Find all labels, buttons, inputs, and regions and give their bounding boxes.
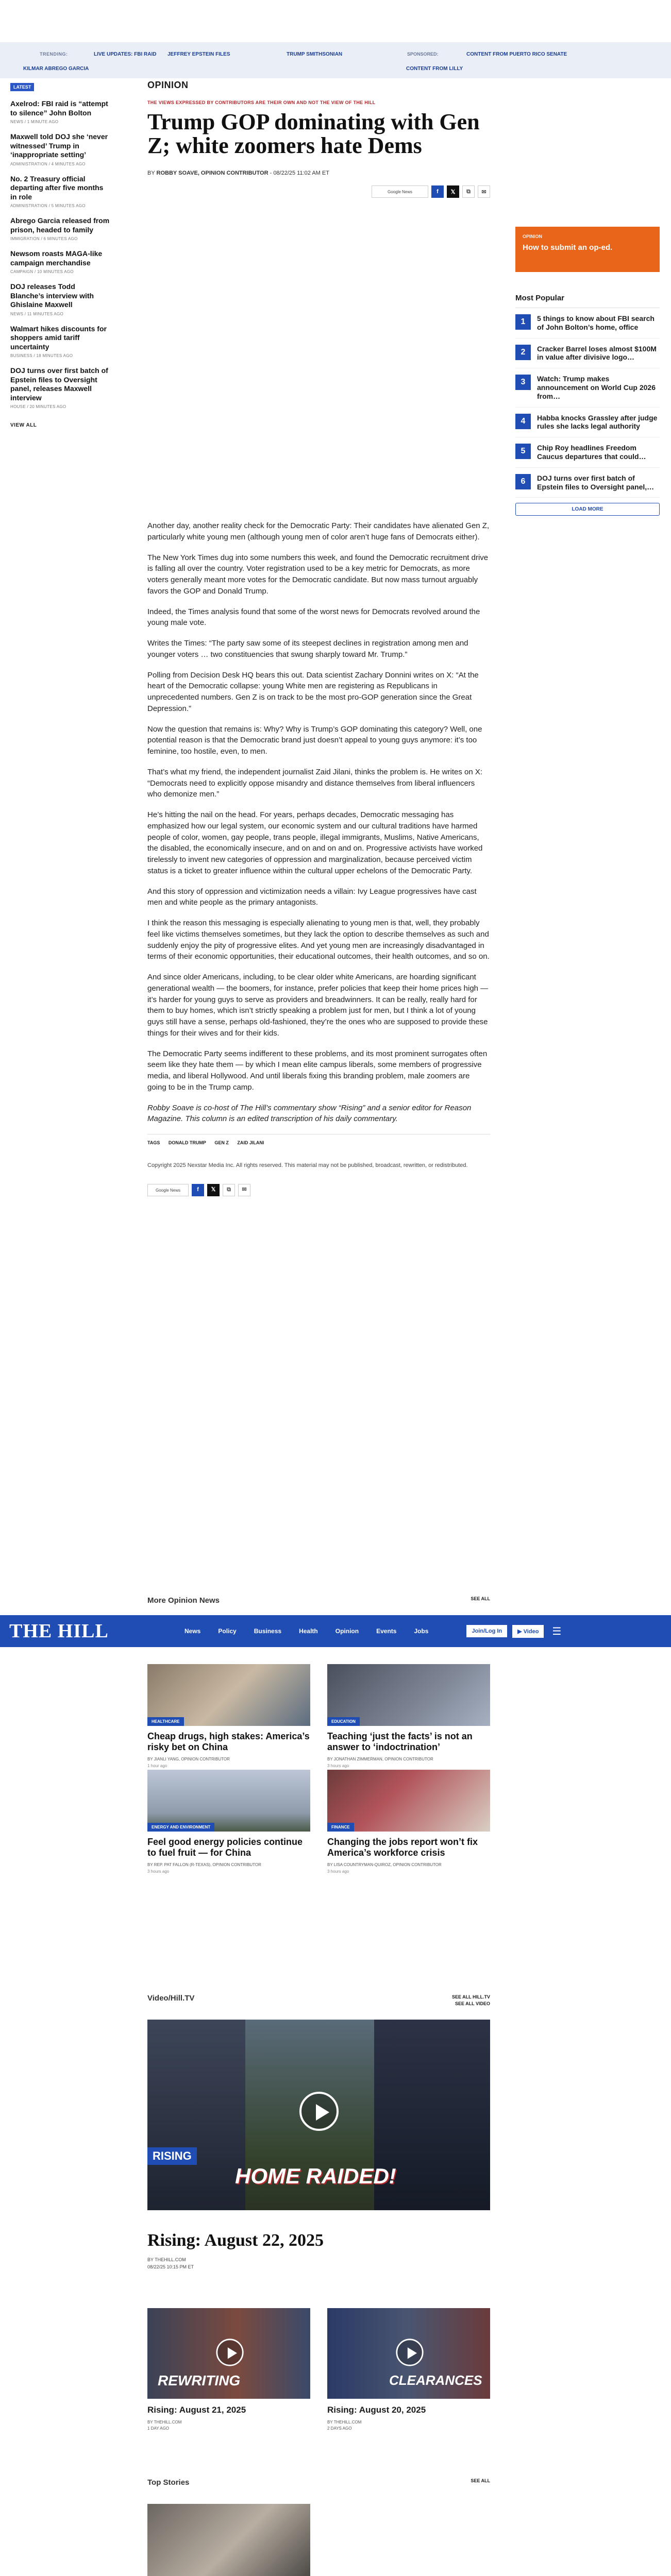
see-all-link[interactable]: SEE ALL [471,1596,490,1601]
latest-item-title[interactable]: No. 2 Treasury official departing after five months in role [10,174,104,201]
video-thumb[interactable] [327,2308,490,2399]
featured-video-byline: BY THEHILL.COM [147,2257,186,2262]
latest-item-meta: NEWS / 1 MINUTE AGO [10,120,59,124]
nav-item[interactable]: Jobs [414,1628,429,1635]
nav-item[interactable]: News [184,1628,201,1635]
opinion-card[interactable] [147,1664,310,1768]
most-popular-link[interactable]: Watch: Trump makes announcement on World Cup 2026 from… [537,375,656,400]
article-paragraph: Polling from Decision Desk HQ bears this out. Data scientist Zachary Donnini writes on X: “At the heart of the Democratic collapse: young White men are registering as Republicans in unprecedented numbers. Gen Z is on track to be the most pro-GOP generation since the Great Depression.” [147,670,479,713]
video-card[interactable] [327,2308,490,2432]
most-popular-link[interactable]: Habba knocks Grassley after judge rules she lacks legal authority [537,413,658,431]
latest-item-title[interactable]: Maxwell told DOJ she ‘never witnessed’ Trump in ‘inappropriate setting’ [10,132,108,159]
tag-link[interactable]: ZAID JILANI [237,1140,264,1145]
most-popular-link[interactable]: DOJ turns over first batch of Epstein files to Oversight panel,… [537,473,655,491]
latest-item-meta: CAMPAIGN / 10 MINUTES AGO [10,269,74,274]
publish-date: 08/22/25 11:02 AM ET [273,170,329,177]
trending-label: TRENDING: [40,52,68,57]
trending-bar [0,42,671,78]
sponsored-label: SPONSORED: [407,52,439,57]
more-opinion-header [147,1596,490,1605]
play-icon[interactable] [299,2092,339,2131]
latest-item-meta: IMMIGRATION / 6 MINUTES AGO [10,236,78,241]
see-all-links [452,1994,490,2007]
card-image[interactable] [147,1664,310,1726]
rank-number: 3 [515,375,531,390]
card-category[interactable]: HEALTHCARE [147,1717,184,1726]
opinion-card[interactable] [327,1664,490,1768]
play-icon[interactable] [396,2338,423,2366]
tag-link[interactable]: DONALD TRUMP [168,1140,206,1145]
top-story-card[interactable] [147,2504,310,2576]
latest-item[interactable] [10,325,111,359]
latest-item-title[interactable]: DOJ turns over first batch of Epstein files to Oversight panel, releases Maxwell interview [10,366,108,402]
most-popular-link[interactable]: Cracker Barrel loses almost $100M in value after divisive logo… [537,344,657,362]
google-news-label: Google News [155,1188,181,1193]
share-bar [372,185,490,198]
article-paragraph: I think the reason this messaging is especially alienating to young men is that, well, they probably feel like victims themselves sometimes, but they lack the option to describe themselves as such and suddenly enjoy the pity of progressive elites. And yet young men are increasingly disadvantaged in terms of their economic opportunities, their educational outcomes, their health outcomes, and so on. [147,919,490,961]
most-popular-item[interactable] [515,368,660,407]
video-thumb-banner: CLEARANCES [389,2372,482,2388]
top-stories-title: Top Stories [147,2478,190,2487]
most-popular-link[interactable]: 5 things to know about FBI search of John Bolton’s home, office [537,314,655,331]
google-news-label: Google News [387,189,413,194]
latest-item-meta: ADMINISTRATION / 5 MINUTES AGO [10,204,86,208]
link-icon[interactable]: ⧉ [462,185,475,198]
latest-item-title[interactable]: DOJ releases Todd Blanche’s interview with Ghislaine Maxwell [10,282,94,309]
rank-number: 4 [515,414,531,429]
featured-video-meta [147,2257,194,2270]
share-bar-bottom [147,1184,490,1196]
x-icon[interactable]: 𝕏 [447,185,459,198]
card-category[interactable]: FINANCE [327,1823,354,1832]
article-paragraph: The New York Times dug into some numbers this week, and found the Democratic recruitment drive is falling all over the country. Voter registration used to be a key metric for Democrats, as more voters generally meant more votes for the Democratic candidate. But now mass turnout arguably favors the GOP and Donald Trump. [147,553,489,596]
trending-item[interactable]: LIVE UPDATES: FBI RAID [94,52,157,57]
rank-number: 1 [515,314,531,330]
article-paragraph: And this story of oppression and victimization needs a villain: Ivy League progressives have cast men and white people as the primary antagonists. [147,887,477,907]
card-title[interactable]: Teaching ‘just the facts’ is not an answer to ‘indoctrination’ [327,1731,473,1752]
card-byline: BY REP. PAT FALLON (R-TEXAS), OPINION CONTRIBUTOR [147,1862,261,1868]
see-all-video-link[interactable]: SEE ALL VIDEO [455,2001,490,2006]
article-headline: Trump GOP dominating with Gen Z; white zoomers hate Dems [147,109,480,159]
card-category[interactable]: EDUCATION [327,1717,360,1726]
op-ed-promo[interactable] [515,227,660,272]
video-card-title[interactable]: Rising: August 20, 2025 [327,2405,426,2415]
main-navbar [0,1615,671,1647]
article-paragraph: That’s what my friend, the independent journalist Zaid Jilani, thinks the problem is. He writes on X: “Democrats need to explicitly oppose misandry and distance themselves from liberal influencers who demonize men.” [147,767,483,799]
email-icon[interactable]: ✉ [238,1184,250,1196]
card-title[interactable]: Cheap drugs, high stakes: America’s risky bet on China [147,1731,310,1752]
video-card-byline: BY THEHILL.COM [327,2420,362,2425]
article-paragraph: He’s hitting the nail on the head. For years, perhaps decades, Democratic messaging has emphasized how our legal system, our economic system and our cultural traditions have harmed people of color, women, gay people, trans people, illegal immigrants, Muslims, Native Americans, the disabled, the economically insecure, and on and on and on. Progressive activists have worked tirelessly to invent new categories of oppression and marginalization, because perceived victim status is a ticket to greater influence within the cultural upper echelons of the Democratic Party. [147,810,483,875]
sponsored-item[interactable]: CONTENT FROM PUERTO RICO SENATE [466,52,567,57]
latest-item[interactable] [10,99,111,124]
author-link[interactable]: ROBBY SOAVE, OPINION CONTRIBUTOR [156,170,269,177]
most-popular-title: Most Popular [515,294,660,308]
video-section-header [147,1994,490,2006]
tags-label: TAGS [147,1140,160,1145]
video-card-title[interactable]: Rising: August 21, 2025 [147,2405,246,2415]
byline: BY ROBBY SOAVE, OPINION CONTRIBUTOR - 08/22/25 11:02 AM ET [147,170,329,177]
opinion-card[interactable] [147,1770,310,1874]
trending-item[interactable]: KILMAR ABREGO GARCIA [23,66,89,72]
nav-item[interactable]: Health [299,1628,318,1635]
video-button-label: Video [523,1628,539,1635]
latest-item[interactable] [10,249,111,274]
card-time: 1 hour ago [147,1763,167,1768]
latest-item-title[interactable]: Axelrod: FBI raid is “attempt to silence” John Bolton [10,99,108,117]
video-thumb[interactable] [147,2308,310,2399]
card-byline: BY LISA COUNTRYMAN-QUIROZ, OPINION CONTRIBUTOR [327,1862,442,1868]
most-popular-item[interactable] [515,338,660,369]
article-paragraph: The Democratic Party seems indifferent to these problems, and its most prominent surrogates often seem like they hate them — by which I mean elite campus liberals, some members of progressive media, and liberal Hollywood. And until liberals fixing this branding problem, male zoomers are going to be in the Trump camp. [147,1049,488,1092]
trending-item[interactable]: TRUMP SMITHSONIAN [287,52,343,57]
promo-text[interactable]: How to submit an op-ed. [523,243,613,252]
rank-number: 5 [515,444,531,459]
card-byline: BY JIANLI YANG, OPINION CONTRIBUTOR [147,1757,230,1762]
featured-video-date: 08/22/25 10:15 PM ET [147,2264,194,2269]
article-paragraph: Writes the Times: “The party saw some of its steepest declines in registration among men and younger voters … two constituencies that swung sharply toward Mr. Trump.” [147,639,468,659]
latest-item[interactable] [10,282,111,316]
opinion-card[interactable] [327,1770,490,1874]
nav-item[interactable]: Events [376,1628,397,1635]
most-popular-item[interactable] [515,308,660,338]
video-banner: HOME RAIDED! [235,2164,396,2188]
see-all-link[interactable]: SEE ALL [471,2478,490,2483]
google-news-button[interactable] [372,185,428,198]
card-image[interactable] [327,1770,490,1832]
trending-item[interactable]: JEFFREY EPSTEIN FILES [167,52,230,57]
latest-item-title[interactable]: Abrego Garcia released from prison, headed to family [10,216,110,234]
video-card-time: 2 DAYS AGO [327,2426,352,2431]
nav-item[interactable]: Business [254,1628,282,1635]
article-paragraph: Another day, another reality check for the Democratic Party: Their candidates have alienated Gen Z, particularly white young men (although young men of color aren’t huge fans of Democrats either). [147,521,490,541]
most-popular-link[interactable]: Chip Roy headlines Freedom Caucus departures that could… [537,444,646,461]
byline-prefix: BY [147,170,155,177]
article-body [147,520,490,1196]
latest-item-title[interactable]: Walmart hikes discounts for shoppers amid tariff uncertainty [10,324,107,351]
card-time: 3 hours ago [327,1869,349,1874]
load-more-button[interactable]: LOAD MORE [515,503,660,516]
video-card-byline: BY THEHILL.COM [147,2420,182,2425]
latest-item-meta: BUSINESS / 18 MINUTES AGO [10,353,73,358]
featured-video[interactable] [147,2020,490,2210]
google-news-button[interactable] [147,1184,189,1196]
article-paragraph: Indeed, the Times analysis found that some of the worst news for Democrats revolved around the young male vote. [147,607,480,628]
promo-tag: OPINION [523,234,543,239]
nav-item[interactable]: Opinion [335,1628,359,1635]
most-popular-item[interactable] [515,468,660,498]
rank-number: 2 [515,345,531,360]
article-paragraph: And since older Americans, including, to be clear older white Americans, are hoarding significant generational wealth — the boomers, for instance, prefer policies that keep their home prices high — it’s harder for young guys to serve as providers and breadwinners. It can be really, really hard for them to buy homes, which isn’t strictly speaking a problem just for men, but I think a lot of young guys still have a sense, perhaps old-fashioned, they’re the ones who are supposed to provide these things for their wives and for their kids. [147,973,489,1038]
menu-icon[interactable]: ☰ [552,1625,562,1637]
latest-item-meta: ADMINISTRATION / 4 MINUTES AGO [10,161,86,166]
rising-tag: RISING [147,2147,197,2165]
video-icon: ▶ [517,1628,524,1635]
view-all-link[interactable]: VIEW ALL [10,422,37,428]
copyright-notice: Copyright 2025 Nexstar Media Inc. All rights reserved. This material may not be published, broadcast, rewritten, or redistributed. [147,1162,468,1169]
rank-number: 6 [515,474,531,489]
link-icon[interactable]: ⧉ [223,1184,235,1196]
author-bio: Robby Soave is co-host of The Hill’s commentary show “Rising” and a senior editor for Reason Magazine. This column is an edited transcription of his daily commentary. [147,1103,472,1124]
card-image[interactable] [327,1664,490,1726]
latest-badge: LATEST [10,83,34,91]
most-popular-item[interactable] [515,437,660,468]
card-title[interactable]: Feel good energy policies continue to fuel fruit — for China [147,1837,303,1858]
card-time: 3 hours ago [147,1869,170,1874]
card-image[interactable] [147,1770,310,1832]
top-stories-header [147,2478,490,2487]
card-category[interactable]: ENERGY AND ENVIRONMENT [147,1823,214,1832]
x-icon[interactable]: 𝕏 [207,1184,220,1196]
article-header [147,80,490,195]
video-section-title: Video/Hill.TV [147,1994,195,2003]
see-all-hilltv-link[interactable]: SEE ALL HILL.TV [451,1994,490,1999]
play-icon[interactable] [216,2338,243,2366]
latest-item[interactable] [10,366,111,409]
video-card-time: 1 DAY AGO [147,2426,169,2431]
tag-link[interactable]: GEN Z [214,1140,229,1145]
tags-row [147,1134,490,1146]
article-paragraph: Now the question that remains is: Why? Why is Trump’s GOP dominating this category? Well, one potential reason is that the Democratic brand just doesn’t appeal to young guys anymore: it’s too feminine, too hostile, even, to men. [147,724,482,756]
latest-item-meta: NEWS / 11 MINUTES AGO [10,311,64,316]
most-popular-item[interactable] [515,408,660,438]
card-byline: BY JONATHAN ZIMMERMAN, OPINION CONTRIBUTOR [327,1757,433,1762]
featured-video-title[interactable]: Rising: August 22, 2025 [147,2231,324,2250]
latest-item[interactable] [10,132,111,166]
latest-item-title[interactable]: Newsom roasts MAGA-like campaign merchandise [10,249,103,267]
latest-item[interactable] [10,175,111,209]
more-opinion-title: More Opinion News [147,1596,220,1605]
facebook-icon[interactable]: f [192,1184,204,1196]
latest-item[interactable] [10,216,111,241]
video-thumb-banner: REWRITING [158,2372,241,2388]
latest-sidebar [10,80,111,428]
email-icon[interactable]: ✉ [478,185,490,198]
video-card[interactable] [147,2308,310,2432]
opinion-disclaimer: THE VIEWS EXPRESSED BY CONTRIBUTORS ARE THEIR OWN AND NOT THE VIEW OF THE HILL [147,100,376,105]
section-kicker[interactable]: OPINION [147,80,189,90]
card-time: 3 hours ago [327,1763,349,1768]
site-logo[interactable]: THE HILL [9,1620,109,1642]
facebook-icon[interactable]: f [431,185,444,198]
nav-item[interactable]: Policy [218,1628,237,1635]
card-image[interactable] [147,2504,310,2576]
latest-item-meta: HOUSE / 20 MINUTES AGO [10,404,66,409]
card-title[interactable]: Changing the jobs report won’t fix America’s workforce crisis [327,1837,478,1858]
video-panel [147,2020,245,2210]
video-button[interactable] [512,1625,544,1638]
most-popular [515,294,660,516]
join-login-button[interactable]: Join/Log In [466,1625,507,1637]
sponsored-item[interactable]: CONTENT FROM LILLY [406,66,463,72]
